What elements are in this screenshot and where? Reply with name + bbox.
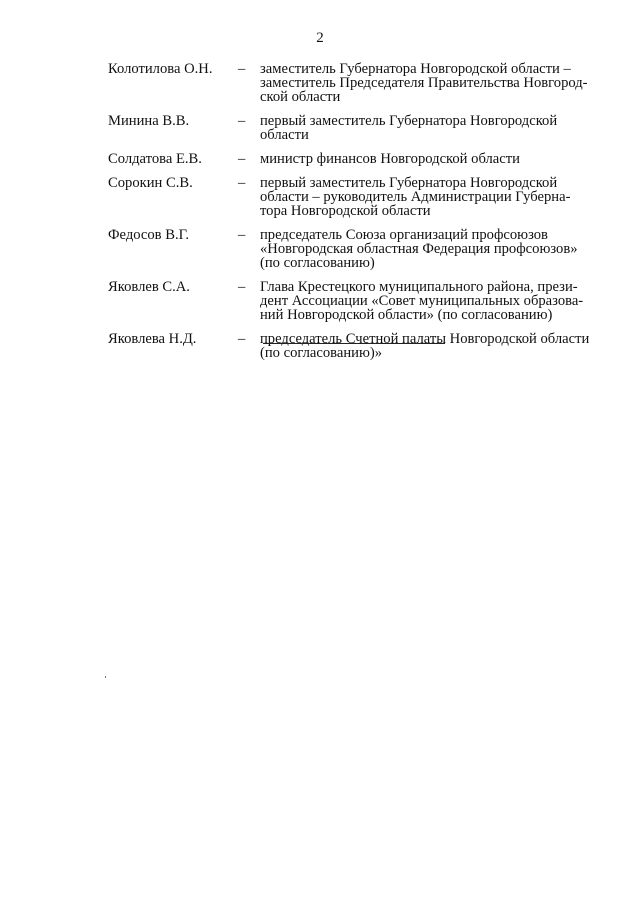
list-item [108, 330, 608, 361]
member-name: Колотилова О.Н. [108, 61, 213, 77]
member-position: председатель Союза организаций профсоюзов «Новгородская областная Федерация профсоюзов» (по согласованию) [260, 227, 578, 271]
list-item [108, 281, 608, 322]
dash-separator: – [238, 150, 246, 167]
member-name: Солдатова Е.В. [108, 150, 202, 167]
list-item [108, 112, 608, 143]
member-name: Федосов В.Г. [108, 227, 190, 244]
scan-speck [105, 676, 106, 678]
member-list [108, 63, 608, 371]
member-position: председатель Счетной палаты Новгородской области (по согласованию)» [260, 330, 590, 361]
dash-separator: – [238, 61, 246, 77]
dash-separator: – [238, 227, 246, 244]
member-position: Глава Крестецкого муниципального района, прези- дент Ассоциации «Совет муниципальных образова- ний Новгородской области» (по согласованию) [260, 279, 584, 323]
dash-separator: – [238, 330, 246, 347]
list-item [108, 63, 608, 104]
member-name: Минина В.В. [108, 112, 190, 129]
page-number: 2 [316, 30, 324, 46]
member-position: заместитель Губернатора Новгородской области – заместитель Председателя Правительства Новгород- ской области [260, 61, 588, 105]
dash-separator: – [238, 279, 246, 296]
list-item [108, 177, 608, 218]
list-item [108, 150, 608, 167]
list-item [108, 229, 608, 270]
member-name: Яковлева Н.Д. [108, 330, 197, 347]
member-name: Яковлев С.А. [108, 279, 190, 296]
member-position: первый заместитель Губернатора Новгородской области [260, 112, 558, 143]
dash-separator: – [238, 175, 246, 192]
member-position: министр финансов Новгородской области [260, 150, 520, 167]
member-position: первый заместитель Губернатора Новгородской области – руководитель Администрации Губерна- тора Новгородской области [260, 175, 571, 219]
end-rule-divider [263, 343, 445, 344]
dash-separator: – [238, 112, 246, 129]
member-name: Сорокин С.В. [108, 175, 193, 192]
